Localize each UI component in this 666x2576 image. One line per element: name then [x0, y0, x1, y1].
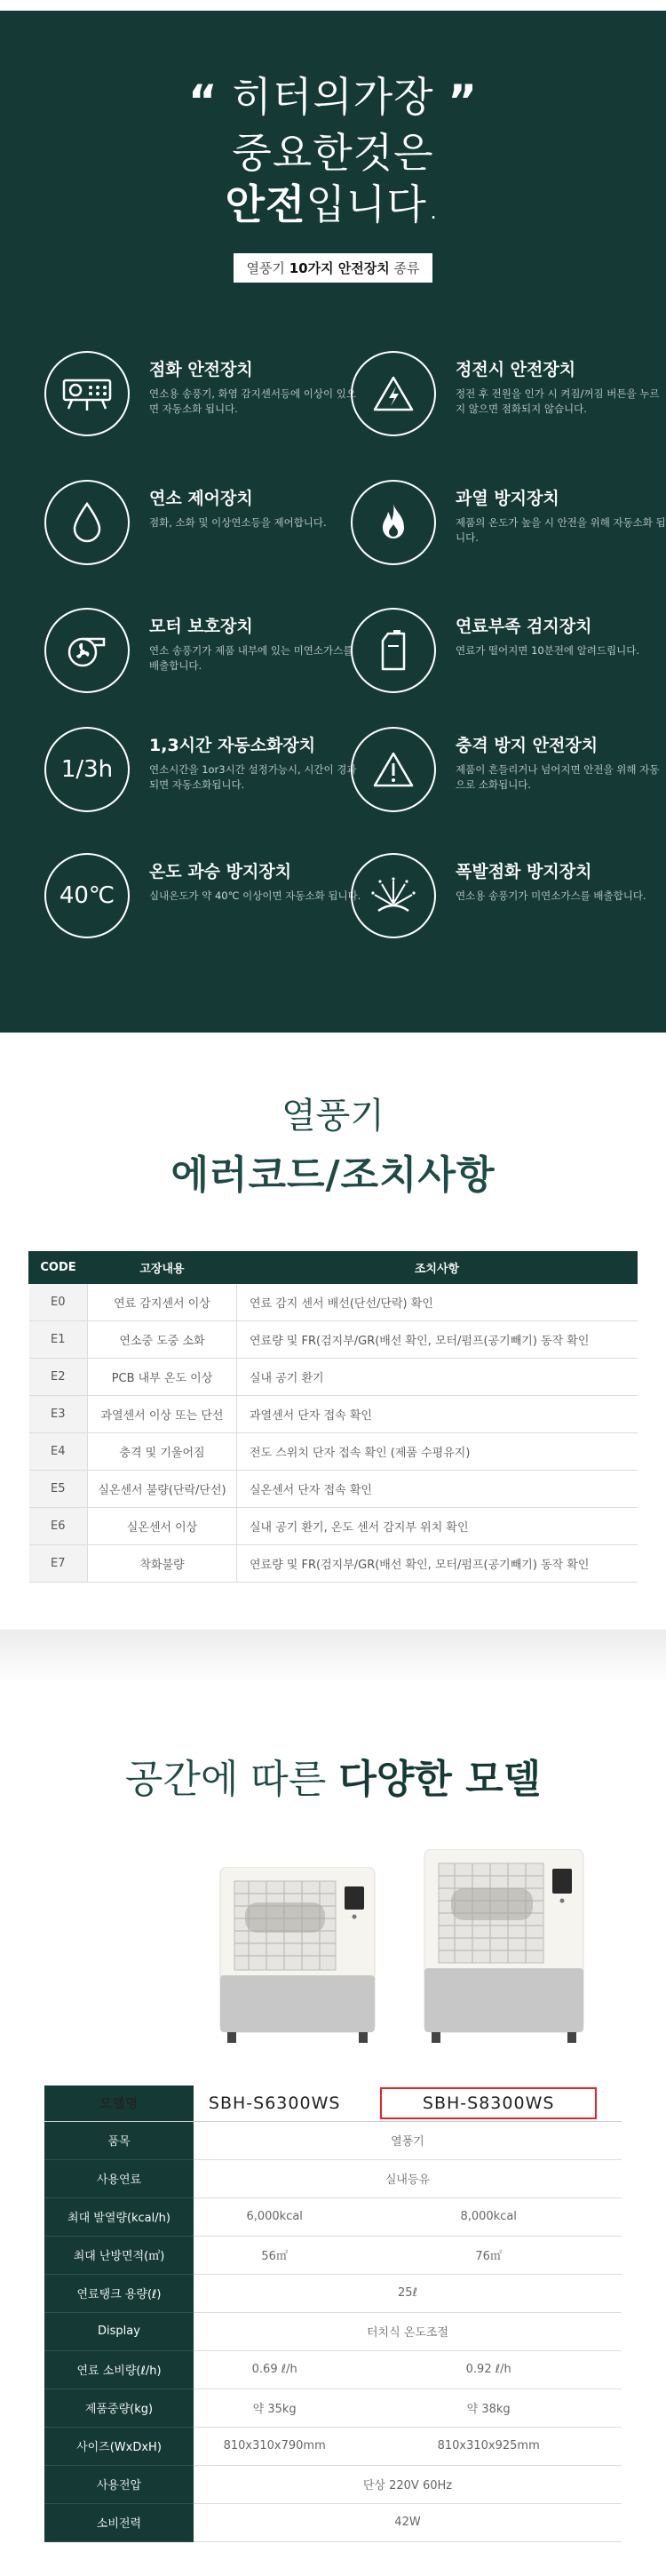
- hero-text-1: 히터의가장: [232, 73, 434, 121]
- header-code: CODE: [29, 1252, 88, 1284]
- device-title: 연료부족 검지장치: [456, 617, 592, 636]
- device-title: 모터 보호장치: [149, 617, 253, 636]
- hero: [0, 71, 666, 283]
- error-code: E2: [29, 1359, 88, 1396]
- hero-line-3: [0, 179, 666, 230]
- device-title: 충격 방지 안전장치: [456, 736, 599, 755]
- error-action: 실내 공기 환기: [237, 1359, 638, 1396]
- device-desc: 연소시간을 1or3시간 설정가능시, 시간이 경과되면 자동소화됩니다.: [149, 763, 357, 791]
- warning-exclamation-icon: [351, 727, 436, 812]
- device-item: [351, 608, 666, 706]
- table-row: [44, 2197, 622, 2236]
- spec-value: 단상 220V 60Hz: [194, 2465, 622, 2503]
- error-table: [28, 1251, 638, 1583]
- safety-section: [0, 0, 666, 1033]
- device-item: [44, 351, 364, 449]
- error-fault: 실온센서 이상: [88, 1508, 237, 1545]
- spec-label: 사용연료: [44, 2159, 194, 2197]
- hero-line-2: 중요한것은: [232, 129, 434, 177]
- quote-open: “: [187, 76, 218, 127]
- spec-label: 소비전력: [44, 2503, 194, 2541]
- spec-value: 열풍기: [194, 2121, 622, 2159]
- device-title: 폭발점화 방지장치: [456, 862, 592, 881]
- table-row: [44, 2121, 622, 2159]
- timer-text-icon: [44, 727, 130, 812]
- spec-value-b: 0.92 ℓ/h: [355, 2350, 622, 2389]
- spec-label: 최대 발열량(kcal/h): [44, 2197, 194, 2236]
- table-row: [29, 1359, 638, 1396]
- table-row: [44, 2159, 622, 2197]
- device-title: 연소 제어장치: [149, 489, 253, 508]
- error-code-section: [0, 1033, 666, 1630]
- device-item: [351, 727, 666, 825]
- top-strip: [0, 0, 666, 11]
- spec-value: 42W: [194, 2503, 622, 2541]
- spec-value-a: 56㎡: [194, 2236, 355, 2274]
- spec-label: 최대 난방면적(㎡): [44, 2236, 194, 2274]
- error-code: E4: [29, 1433, 88, 1471]
- tag-pre: 열풍기: [246, 260, 285, 276]
- spec-value-b: 76㎡: [355, 2236, 622, 2274]
- spec-value-b: 810x310x925mm: [355, 2427, 622, 2465]
- device-item: [44, 608, 364, 706]
- hero-rest-text: 입니다.: [305, 180, 441, 228]
- device-desc: 연소용 송풍기, 화염 감지센서등에 이상이 있으면 자동소화 됩니다.: [149, 387, 357, 415]
- spec-value-a: 약 35kg: [194, 2389, 355, 2427]
- error-fault: PCB 내부 온도 이상: [88, 1359, 237, 1396]
- error-title-2: 에러코드/조치사항: [170, 1152, 496, 1198]
- quote-close: ”: [448, 76, 479, 127]
- device-desc: 정전 후 전원을 인가 시 켜짐/꺼짐 버튼을 누르지 않으면 점화되지 않습니다.: [456, 387, 660, 415]
- spec-label: 연료 소비량(ℓ/h): [44, 2350, 194, 2389]
- table-row: [44, 2503, 622, 2541]
- error-fault: 연료 감지센서 이상: [88, 1284, 237, 1321]
- fan-motor-icon: [44, 608, 130, 693]
- spec-value-a: 0.69 ℓ/h: [194, 2350, 355, 2389]
- spec-label: Display: [44, 2312, 194, 2350]
- table-row: [29, 1321, 638, 1359]
- warning-lightning-icon: [351, 351, 436, 436]
- error-code: E6: [29, 1508, 88, 1545]
- error-code: E7: [29, 1545, 88, 1583]
- error-action: 연료량 및 FR(검지부/GR(배선 확인, 모터/펌프(공기빼기) 동작 확인: [237, 1321, 638, 1359]
- model-b-name: SBH-S8300WS: [380, 2087, 597, 2119]
- device-item: [44, 480, 364, 578]
- error-action: 연료 감지 센서 배선(단선/단락) 확인: [237, 1284, 638, 1321]
- error-fault: 충격 및 기울어짐: [88, 1433, 237, 1471]
- device-item: [351, 480, 666, 578]
- error-fault: 과열센서 이상 또는 단선: [88, 1396, 237, 1433]
- device-title: 1,3시간 자동소화장치: [149, 736, 316, 755]
- error-code: E3: [29, 1396, 88, 1433]
- heater-a-image: [213, 1867, 382, 2045]
- table-row: [44, 2350, 622, 2389]
- device-item: [44, 727, 364, 825]
- model-b-cell: [355, 2086, 622, 2121]
- table-row: [29, 1284, 638, 1321]
- error-action: 전도 스위치 단자 접속 확인 (제품 수평유지): [237, 1433, 638, 1471]
- error-code: E1: [29, 1321, 88, 1359]
- hero-tag: [234, 253, 432, 283]
- spec-header-row: [44, 2086, 622, 2121]
- table-row: [44, 2274, 622, 2312]
- device-title: 점화 안전장치: [149, 360, 253, 379]
- tag-post: 종류: [393, 260, 420, 276]
- spec-value-b: 약 38kg: [355, 2389, 622, 2427]
- error-table-header: [29, 1252, 638, 1284]
- error-code: E5: [29, 1471, 88, 1508]
- table-row: [44, 2465, 622, 2503]
- spec-label: 제품중량(kg): [44, 2389, 194, 2427]
- spec-label: 연료탱크 용량(ℓ): [44, 2274, 194, 2312]
- table-row: [29, 1433, 638, 1471]
- fuel-can-icon: [351, 608, 436, 693]
- error-fault: 연소중 도중 소화: [88, 1321, 237, 1359]
- table-row: [29, 1396, 638, 1433]
- explosion-icon: [351, 853, 436, 938]
- spec-value: 실내등유: [194, 2159, 622, 2197]
- table-row: [44, 2312, 622, 2350]
- spec-label: 사용전압: [44, 2465, 194, 2503]
- models-title: [0, 1747, 666, 1804]
- hero-bold-text: 안전: [225, 180, 306, 228]
- spec-value: 25ℓ: [194, 2274, 622, 2312]
- table-row: [44, 2389, 622, 2427]
- device-title: 온도 과승 방지장치: [149, 862, 292, 881]
- device-desc: 연료가 떨어지면 10분전에 알려드립니다.: [456, 644, 639, 657]
- hero-line-1: [0, 71, 666, 127]
- error-action: 실온센서 단자 접속 확인: [237, 1471, 638, 1508]
- device-desc: 점화, 소화 및 이상연소등을 제어합니다.: [149, 516, 327, 529]
- table-row: [29, 1471, 638, 1508]
- table-row: [44, 2236, 622, 2274]
- timer-text: 1/3h: [60, 756, 114, 783]
- error-code: E0: [29, 1284, 88, 1321]
- models-title-bold: 다양한 모델: [338, 1757, 542, 1802]
- error-fault: 실온센서 불량(단락/단선): [88, 1471, 237, 1508]
- device-title: 정전시 안전장치: [456, 360, 576, 379]
- spec-table: [44, 2086, 622, 2542]
- device-desc: 제품의 온도가 높을 시 안전을 위해 자동소화 됩니다.: [456, 516, 666, 544]
- device-desc: 연소 송풍기가 제품 내부에 있는 미연소가스를 배출합니다.: [149, 644, 353, 672]
- device-desc: 연소용 송풍기가 미연소가스를 배출합니다.: [456, 889, 646, 902]
- models-section: [0, 1630, 666, 2576]
- spec-value-b: 8,000kcal: [355, 2197, 622, 2236]
- device-item: [351, 853, 666, 951]
- spec-label: 품목: [44, 2121, 194, 2159]
- flame-icon: [351, 480, 436, 565]
- spec-value-a: 6,000kcal: [194, 2197, 355, 2236]
- projector-icon: [44, 351, 130, 436]
- table-row: [29, 1545, 638, 1583]
- device-item: [44, 853, 364, 951]
- error-action: 연료량 및 FR(검지부/GR(배선 확인, 모터/펌프(공기빼기) 동작 확인: [237, 1545, 638, 1583]
- tag-bold: 10가지 안전장치: [289, 260, 390, 276]
- table-row: [44, 2427, 622, 2465]
- model-a-name: SBH-S6300WS: [194, 2086, 355, 2121]
- error-title-1: 열풍기: [281, 1096, 385, 1136]
- heater-b-image: [417, 1849, 591, 2045]
- device-desc: 제품이 흔들리거나 넘어지면 안전을 위해 자동으로 소화됩니다.: [456, 763, 660, 791]
- device-title: 과열 방지장치: [456, 489, 559, 508]
- spec-value-a: 810x310x790mm: [194, 2427, 355, 2465]
- spec-value: 터치식 온도조절: [194, 2312, 622, 2350]
- device-item: [351, 351, 666, 449]
- table-row: [29, 1508, 638, 1545]
- drop-icon: [44, 480, 130, 565]
- error-fault: 착화불량: [88, 1545, 237, 1583]
- header-fault: 고장내용: [88, 1252, 237, 1284]
- temperature-text: 40℃: [59, 882, 115, 909]
- error-action: 과열센서 단자 접속 확인: [237, 1396, 638, 1433]
- spec-label: 사이즈(WxDxH): [44, 2427, 194, 2465]
- spec-label: 모델명: [44, 2086, 194, 2121]
- device-desc: 실내온도가 약 40℃ 이상이면 자동소화 됩니다.: [149, 889, 361, 902]
- header-action: 조치사항: [237, 1252, 638, 1284]
- section-fade: [0, 1630, 666, 1683]
- models-title-light: 공간에 따른: [124, 1757, 327, 1802]
- temperature-text-icon: [44, 853, 130, 938]
- error-action: 실내 공기 환기, 온도 센서 감지부 위치 확인: [237, 1508, 638, 1545]
